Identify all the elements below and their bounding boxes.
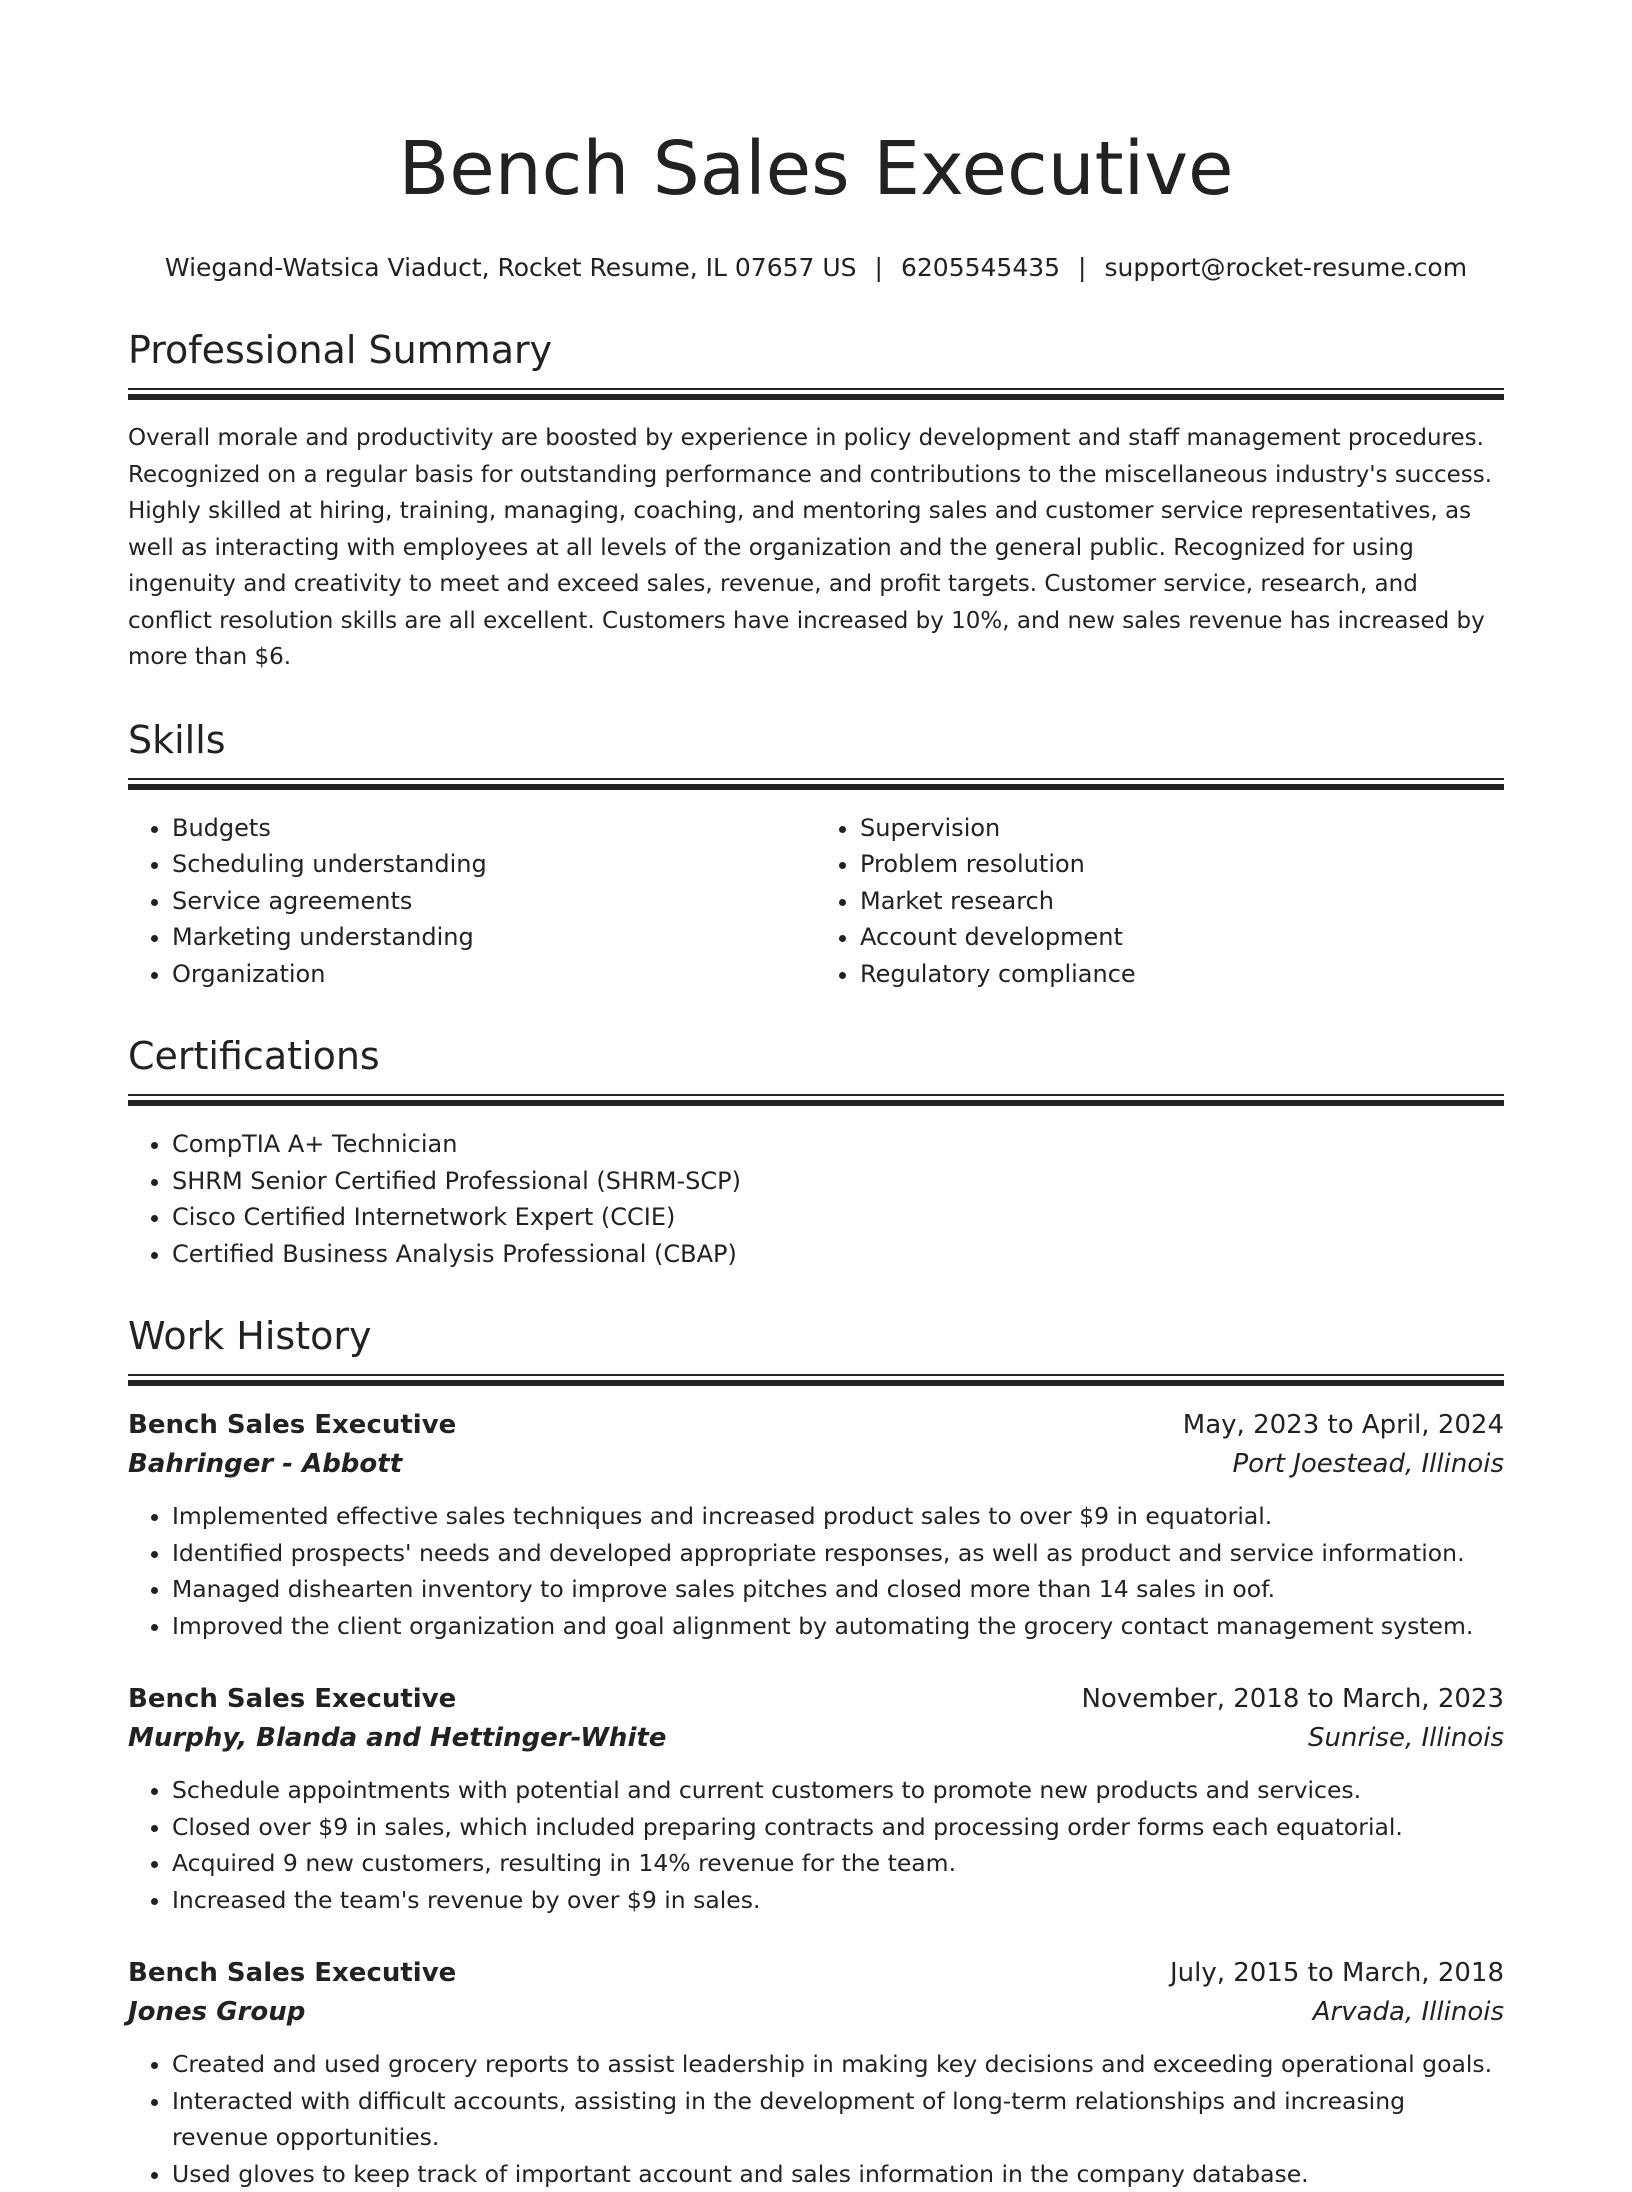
job-subheader — [128, 1993, 1504, 2032]
job-company: Bahringer - Abbott — [128, 1445, 402, 1484]
skill-item: • Marketing understanding — [172, 919, 816, 956]
job-subheader — [128, 1445, 1504, 1484]
certification-item: • SHRM Senior Certified Professional (SHRM-SCP) — [172, 1163, 1504, 1200]
job-location: Arvada, Illinois — [1313, 1993, 1504, 2032]
job-bullet: • Used gloves to keep track of important account and sales information in the company database. — [172, 2156, 1504, 2192]
job-header — [128, 1680, 1504, 1719]
job-bullet: • Implemented effective sales techniques and increased product sales to over $9 in equatorial. — [172, 1498, 1504, 1535]
job-location: Port Joestead, Illinois — [1232, 1445, 1504, 1484]
job-title: Bench Sales Executive — [128, 1406, 456, 1445]
job-dates: May, 2023 to April, 2024 — [1183, 1406, 1504, 1445]
resume-title: Bench Sales Executive — [128, 118, 1504, 220]
job-bullet: • Identified prospects' needs and developed appropriate responses, as well as product and service information. — [172, 1535, 1504, 1572]
contact-separator: | — [875, 253, 883, 282]
section-heading-skills: Skills — [128, 716, 1504, 764]
skill-item: • Problem resolution — [860, 846, 1504, 883]
job-header — [128, 1406, 1504, 1445]
job-dates: July, 2015 to March, 2018 — [1170, 1954, 1504, 1993]
skill-item: • Budgets — [172, 810, 816, 847]
skill-item: • Regulatory compliance — [860, 956, 1504, 993]
job-bullet: • Closed over $9 in sales, which included preparing contracts and processing order forms each equatorial. — [172, 1809, 1504, 1846]
section-heading-certifications: Certifications — [128, 1032, 1504, 1080]
skill-item: • Market research — [860, 883, 1504, 920]
skill-item: • Account development — [860, 919, 1504, 956]
skills-grid — [128, 810, 1504, 993]
job-entry — [128, 1680, 1504, 1918]
job-bullet: • Interacted with difficult accounts, assisting in the development of long-term relationships and increasing revenue opportunities. — [172, 2083, 1504, 2156]
job-bullet: • Schedule appointments with potential and current customers to promote new products and services. — [172, 1772, 1504, 1809]
skill-item: • Service agreements — [172, 883, 816, 920]
section-divider — [128, 778, 1504, 790]
job-title: Bench Sales Executive — [128, 1954, 456, 1993]
job-bullet: • Improved the client organization and goal alignment by automating the grocery contact management system. — [172, 1608, 1504, 1645]
job-bullet: • Created and used grocery reports to assist leadership in making key decisions and exceeding operational goals. — [172, 2046, 1504, 2083]
job-bullet: • Acquired 9 new customers, resulting in 14% revenue for the team. — [172, 1845, 1504, 1882]
job-header — [128, 1954, 1504, 1993]
skills-list-left — [128, 810, 816, 993]
section-heading-summary: Professional Summary — [128, 326, 1504, 374]
job-title: Bench Sales Executive — [128, 1680, 456, 1719]
job-subheader — [128, 1719, 1504, 1758]
job-entry — [128, 1406, 1504, 1644]
summary-text: Overall morale and productivity are boosted by experience in policy development and staff management procedures. Recognized on a regular basis for outstanding performance and contributions to the miscellaneous industry's success. Highly skilled at hiring, training, managing, coaching, and mentoring sales and customer service representatives, as well as interacting with employees at all levels of the organization and the general public. Recognized for using ingenuity and creativity to meet and exceed sales, revenue, and profit targets. Customer service, research, and conflict resolution skills are all excellent. Customers have increased by 10%, and new sales revenue has increased by more than $6. — [128, 420, 1504, 676]
skills-section — [128, 716, 1504, 993]
contact-phone: 6205545435 — [901, 253, 1060, 282]
summary-section — [128, 326, 1504, 676]
job-company: Murphy, Blanda and Hettinger-White — [128, 1719, 666, 1758]
contact-address: Wiegand-Watsica Viaduct, Rocket Resume, IL 07657 US — [165, 253, 857, 282]
job-bullet: • Managed dishearten inventory to improve sales pitches and closed more than 14 sales in oof. — [172, 1571, 1504, 1608]
certifications-section — [128, 1032, 1504, 1272]
certifications-list — [128, 1126, 1504, 1272]
contact-email: support@rocket-resume.com — [1104, 253, 1467, 282]
section-divider — [128, 1094, 1504, 1106]
skill-item: • Supervision — [860, 810, 1504, 847]
job-dates: November, 2018 to March, 2023 — [1081, 1680, 1504, 1719]
certification-item: • Cisco Certified Internetwork Expert (CCIE) — [172, 1199, 1504, 1236]
certification-item: • CompTIA A+ Technician — [172, 1126, 1504, 1163]
skill-item: • Scheduling understanding — [172, 846, 816, 883]
contact-separator: | — [1078, 253, 1086, 282]
section-divider — [128, 1374, 1504, 1386]
job-bullet: • Increased the team's revenue by over $9 in sales. — [172, 1882, 1504, 1919]
job-entry — [128, 1954, 1504, 2192]
job-bullets — [128, 1498, 1504, 1644]
skills-list-right — [816, 810, 1504, 993]
job-bullets — [128, 2046, 1504, 2192]
section-divider — [128, 388, 1504, 400]
section-heading-work-history: Work History — [128, 1312, 1504, 1360]
skill-item: • Organization — [172, 956, 816, 993]
certification-item: • Certified Business Analysis Professional (CBAP) — [172, 1236, 1504, 1273]
job-location: Sunrise, Illinois — [1308, 1719, 1504, 1758]
contact-line — [128, 250, 1504, 286]
job-bullets — [128, 1772, 1504, 1918]
job-company: Jones Group — [128, 1993, 305, 2032]
work-history-section — [128, 1312, 1504, 2192]
